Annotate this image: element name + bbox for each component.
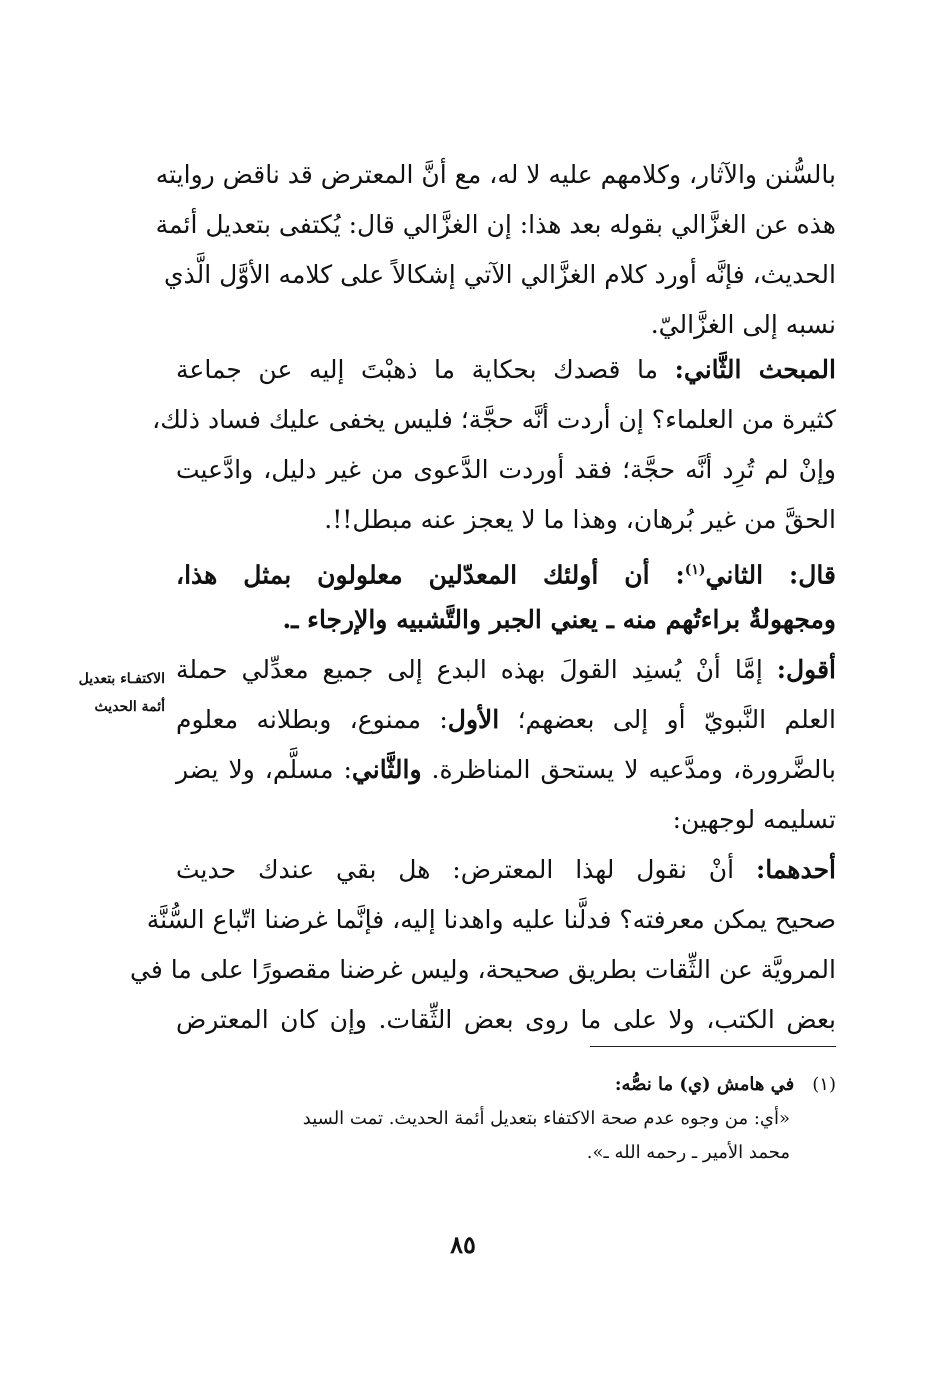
paragraph-5 <box>130 845 836 1045</box>
paragraph-5-line-1-text: أنْ نقول لهذا المعترض: هل بقي عندك حديث <box>176 855 756 884</box>
margin-note-line-1: الاكتفـاء بتعديل <box>78 671 165 687</box>
paragraph-1-line-4: نسبه إلى الغزَّاليّ. <box>650 310 836 339</box>
paragraph-3 <box>176 545 836 645</box>
paragraph-4 <box>176 645 836 845</box>
paragraph-5-line-4: بعض الكتب، ولا على ما روى بعض الثِّقات. وإن كان المعترض <box>176 1005 836 1034</box>
footnote <box>176 1068 836 1170</box>
footnote-separator <box>590 1046 836 1047</box>
paragraph-5-line-2: صحيح يمكن معرفته؟ فدلَّنا عليه واهدنا إليه، فإنَّما غرضنا اتّباع السُّنَّة <box>146 905 836 934</box>
paragraph-1-line-3: الحديث، فإنَّه أورد كلام الغزَّالي الآتي إشكالاً على كلامه الأوَّل الَّذي <box>163 260 836 289</box>
paragraph-4-line-1 <box>176 645 836 695</box>
footnote-line-1: «أي: من وجوه عدم صحة الاكتفاء بتعديل أئمة الحديث. تمت السيد <box>302 1108 790 1129</box>
footnote-heading-line <box>176 1068 836 1102</box>
paragraph-4-line-1-text: إمَّا أنْ يُسنِد القولَ بهذه البدع إلى جميع معدِّلي حملة <box>176 655 777 684</box>
paragraph-1 <box>155 150 836 350</box>
paragraph-5-lead: أحدهما: <box>755 855 836 884</box>
inline-keyword: والثَّاني <box>351 755 422 784</box>
paragraph-1-line-1: بالسُّنن والآثار، وكلامهم عليه لا له، مع أنَّ المعترض قد ناقض روايته <box>155 160 836 189</box>
paragraph-2-line-1-text: ما قصدك بحكاية ما ذهبْتَ إليه عن جماعة <box>176 355 675 384</box>
margin-note <box>30 665 165 721</box>
paragraph-2-heading: المبحث الثَّاني: <box>674 355 836 384</box>
inline-keyword: الأول <box>447 705 500 734</box>
paragraph-2-line-1 <box>176 345 836 395</box>
margin-note-line-2: أئمة الحديث <box>94 699 165 715</box>
paragraph-3-lead: قال: الثاني <box>705 560 837 590</box>
paragraph-2-line-4: الحقَّ من غير بُرهان، وهذا ما لا يعجز عنه مبطل!!. <box>324 505 836 534</box>
paragraph-3-line-1 <box>176 545 836 595</box>
paragraph-4-line-2: العلم النَّبويّ أو إلى بعضهم؛ الأول: ممنوع، وبطلانه معلوم <box>176 705 836 734</box>
paragraph-2-line-2: كثيرة من العلماء؟ إن أردت أنَّه حجَّة؛ فليس يخفى عليك فساد ذلك، <box>152 405 836 434</box>
paragraph-5-line-3: المرويَّة عن الثِّقات بطريق صحيحة، وليس غرضنا مقصورًا على ما في <box>130 955 836 984</box>
paragraph-5-line-1 <box>176 845 836 895</box>
footnote-heading: في هامش (ي) ما نصُّه: <box>614 1074 795 1095</box>
paragraph-4-lead: أقول: <box>776 655 836 684</box>
footnote-reference: (١) <box>684 562 706 578</box>
paragraph-1-line-2: هذه عن الغزَّالي بقوله بعد هذا: إن الغزَّالي قال: يُكتفى بتعديل أئمة <box>155 210 836 239</box>
footnote-number: (١) <box>812 1074 836 1095</box>
paragraph-3-line-1-text: : أن أولئك المعدّلين معلولون بمثل هذا، <box>176 560 685 590</box>
page-number: ٨٥ <box>450 1230 476 1259</box>
footnote-line-2: محمد الأمير ـ رحمه الله ـ». <box>586 1142 790 1163</box>
paragraph-2-line-3: وإنْ لم تُرِد أنَّه حجَّة؛ فقد أوردت الدَّعوى من غير دليل، وادَّعيت <box>176 455 836 484</box>
paragraph-4-line-3: بالضَّرورة، ومدَّعيه لا يستحق المناظرة. والثَّاني: مسلَّم، ولا يضر <box>176 755 836 784</box>
paragraph-3-line-2: ومجهولةٌ براءتُهم منه ـ يعني الجبر والتَّشبيه والإرجاء ـ. <box>282 605 836 634</box>
paragraph-2 <box>152 345 836 545</box>
paragraph-4-line-4: تسليمه لوجهين: <box>672 805 836 834</box>
